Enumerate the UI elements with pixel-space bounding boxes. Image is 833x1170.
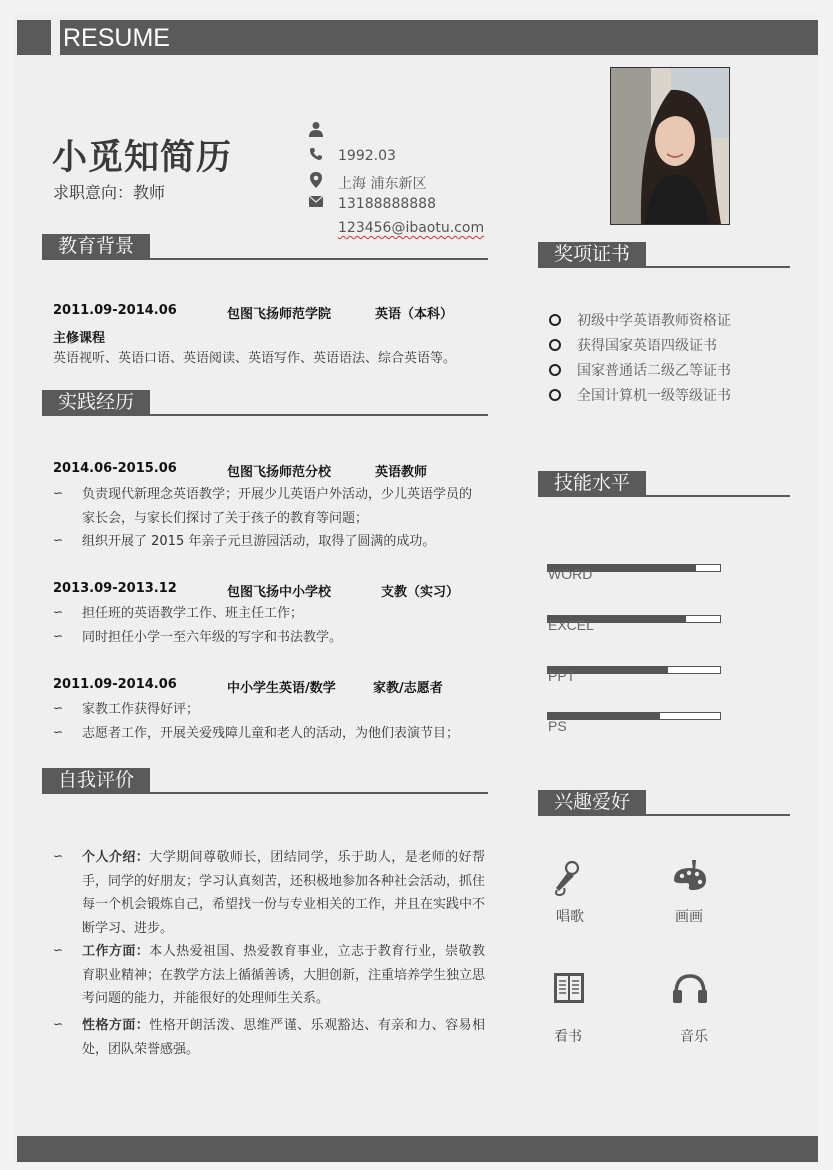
- scroll-bullet-icon: ∽: [53, 725, 64, 739]
- location: 上海 浦东新区: [338, 176, 427, 192]
- skill-label: PS: [548, 718, 567, 734]
- birth-date: 1992.03: [338, 148, 396, 164]
- hobby-label: 画画: [675, 909, 703, 925]
- awards-title: 奖项证书: [538, 242, 646, 266]
- list-item: [53, 846, 485, 940]
- scroll-bullet-icon: ∽: [53, 701, 64, 715]
- scroll-bullet-icon: ∽: [53, 849, 64, 863]
- profile-photo: [610, 67, 730, 225]
- education-section-header: [42, 234, 488, 260]
- footer-bar: [17, 1136, 818, 1162]
- candidate-name: 小觅知简历: [52, 138, 233, 178]
- education-title: 教育背景: [42, 234, 150, 258]
- hobbies-section-header: [538, 790, 790, 816]
- job-date: 2013.09-2013.12: [53, 581, 177, 596]
- skill-label: WORD: [548, 566, 593, 582]
- resume-title: RESUME: [60, 20, 818, 55]
- job-org: 包图飞扬师范分校: [227, 465, 332, 480]
- skill-label: EXCEL: [548, 617, 594, 633]
- education-date: 2011.09-2014.06: [53, 303, 177, 318]
- ring-bullet-icon: [549, 364, 561, 376]
- scroll-bullet-icon: ∽: [53, 943, 64, 957]
- skill-bar: [547, 712, 721, 720]
- job-role: 支教（实习）: [381, 585, 460, 600]
- hobby-label: 音乐: [680, 1029, 708, 1045]
- education-major: 英语（本科）: [375, 307, 454, 322]
- self-eval-label: 工作方面：: [82, 944, 150, 959]
- palette-icon: [670, 856, 710, 896]
- courses-label: 主修课程: [53, 331, 106, 346]
- book-icon: [549, 968, 589, 1008]
- education-school: 包图飞扬师范学院: [227, 307, 332, 322]
- list-item: ∽ 组织开展了 2015 年亲子元旦游园活动，取得了圆满的成功。: [53, 533, 436, 549]
- courses-list: 英语视听、英语口语、英语阅读、英语写作、英语语法、综合英语等。: [53, 351, 457, 366]
- practice-title: 实践经历: [42, 390, 150, 414]
- header-accent-block: [17, 20, 51, 55]
- ring-bullet-icon: [549, 339, 561, 351]
- phone-number: 13188888888: [338, 196, 436, 212]
- list-item: ∽ 担任班的英语教学工作、班主任工作；: [53, 605, 304, 621]
- awards-section-header: [538, 242, 790, 268]
- skill-label: PPT: [548, 668, 576, 684]
- scroll-bullet-icon: ∽: [53, 533, 64, 547]
- location-pin-icon: [308, 172, 324, 188]
- list-item: [53, 1014, 485, 1061]
- hobby-label: 看书: [554, 1029, 582, 1045]
- scroll-bullet-icon: ∽: [53, 1017, 64, 1031]
- job-date: 2011.09-2014.06: [53, 677, 177, 692]
- scroll-bullet-icon: ∽: [53, 629, 64, 643]
- scroll-bullet-icon: ∽: [53, 605, 64, 619]
- self-eval-title: 自我评价: [42, 768, 150, 792]
- list-item: ∽ 同时担任小学一至六年级的写字和书法教学。: [53, 629, 343, 645]
- list-item: [53, 940, 485, 1011]
- self-eval-label: 性格方面：: [82, 1018, 150, 1033]
- ring-bullet-icon: [549, 389, 561, 401]
- job-org: 包图飞扬中小学校: [227, 585, 332, 600]
- microphone-icon: [550, 858, 590, 898]
- phone-icon: [308, 147, 324, 163]
- self-eval-label: 个人介绍：: [82, 850, 150, 865]
- self-eval-text: 本人热爱祖国、热爱教育事业，立志于教育行业，崇敬教育职业精神；在教学方法上循循善诱，大胆创新，注重培养学生独立思考问题的能力，并能很好的处理师生关系。: [82, 944, 486, 1006]
- hobby-label: 唱歌: [556, 909, 584, 925]
- ring-bullet-icon: [549, 314, 561, 326]
- job-role: 家教/志愿者: [373, 681, 443, 696]
- person-icon: [308, 121, 324, 137]
- email[interactable]: 123456@ibaotu.com: [338, 220, 485, 236]
- job-org: 中小学生英语/数学: [227, 681, 336, 696]
- self-eval-text: 性格开朗活泼、思维严谨、乐观豁达、有亲和力、容易相处，团队荣誉感强。: [82, 1018, 485, 1057]
- hobbies-title: 兴趣爱好: [538, 790, 646, 814]
- skills-section-header: [538, 471, 790, 497]
- scroll-bullet-icon: ∽: [53, 486, 64, 500]
- list-item: ∽ 负责现代新理念英语教学；开展少儿英语户外活动，少儿英语学员的家长会，与家长们探讨了关于孩子的教育等问题；: [53, 486, 473, 526]
- skills-title: 技能水平: [538, 471, 646, 495]
- headphones-icon: [670, 968, 710, 1008]
- mail-icon: [308, 196, 324, 212]
- list-item: ∽ 志愿者工作，开展关爱残障儿童和老人的活动，为他们表演节目；: [53, 725, 460, 741]
- self-eval-section-header: [42, 768, 488, 794]
- list-item: ∽ 家教工作获得好评；: [53, 701, 200, 717]
- self-eval-text: 大学期间尊敬师长，团结同学，乐于助人，是老师的好帮手，同学的好朋友；学习认真刻苦，还积极地参加各种社会活动，抓住每一个机会锻炼自己，希望找一份与专业相关的工作，并且在实践中不断学习、进步。: [82, 850, 486, 936]
- practice-section-header: [42, 390, 488, 416]
- job-date: 2014.06-2015.06: [53, 461, 177, 476]
- job-intent: 求职意向：教师: [53, 183, 166, 202]
- job-role: 英语教师: [375, 465, 428, 480]
